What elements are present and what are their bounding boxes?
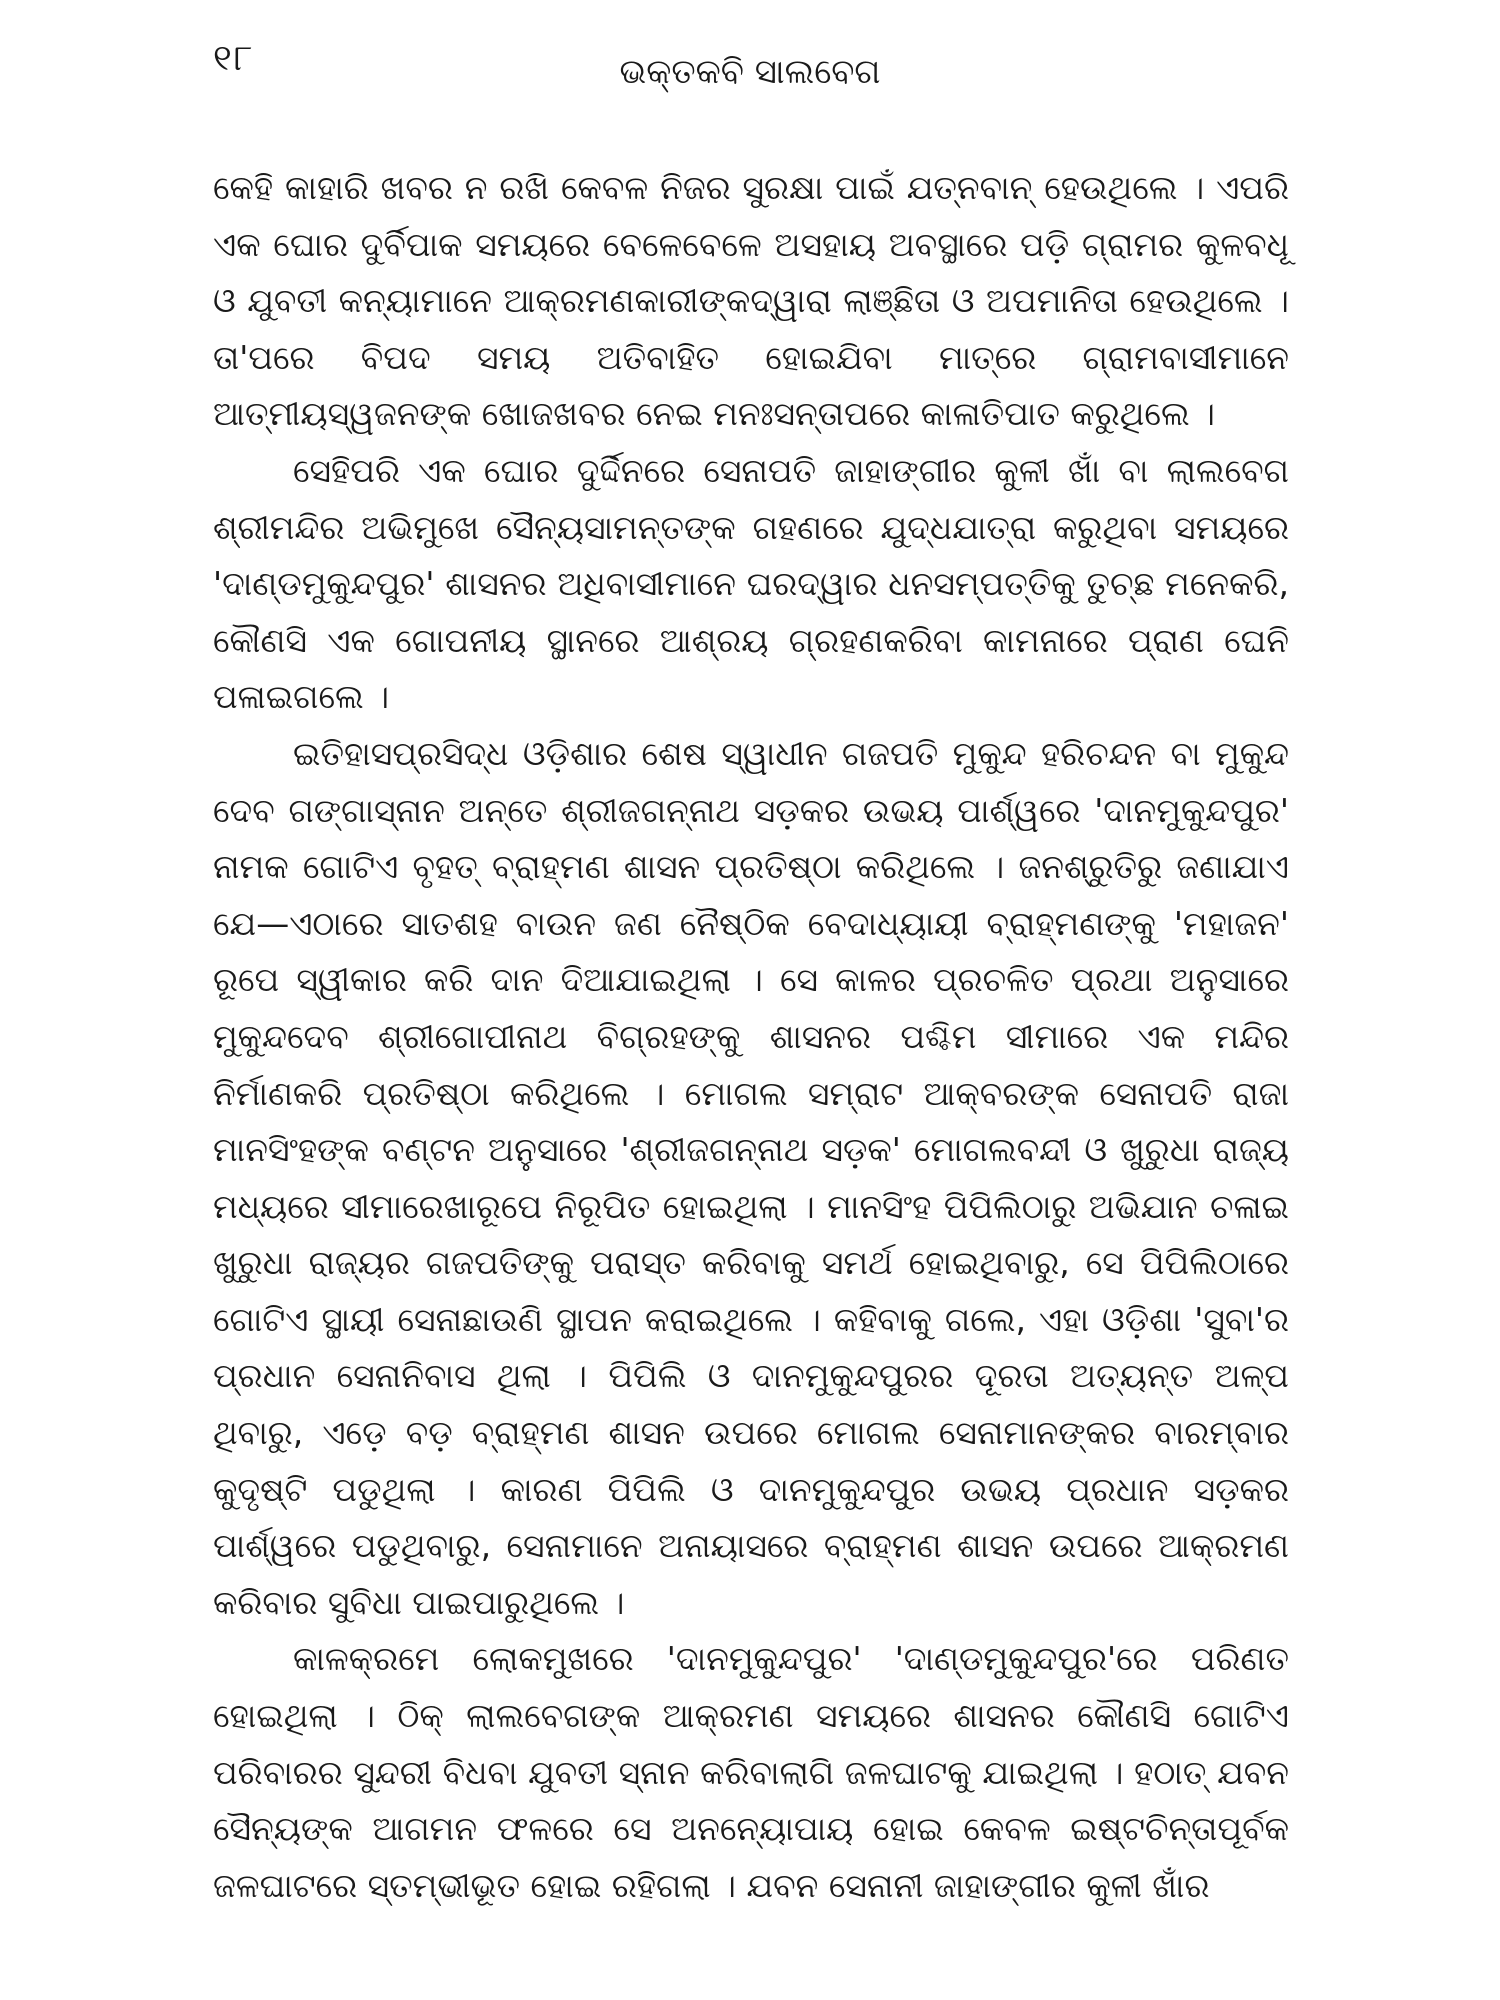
paragraph-1: କେହି କାହାରି ଖବର ନ ରଖି କେବଳ ନିଜର ସୁରକ୍ଷା ପାଇଁ ଯତ୍ନବାନ୍ ହେଉଥିଲେ । ଏପରି ଏକ ଘୋର ଦୁର୍ବିପାକ ସମୟରେ ବେଳେବେଳେ ଅସହାୟ ଅବସ୍ଥାରେ ପଡ଼ି ଗ୍ରାମର କୁଳବଧୂ ଓ ଯୁବତୀ କନ୍ୟାମାନେ ଆକ୍ରମଣକାରୀଙ୍କଦ୍ୱାରା ଲାଞ୍ଛିତା ଓ ଅପମାନିତା ହେଉଥିଲେ । ତା'ପରେ ବିପଦ ସମୟ ଅତିବାହିତ ହୋଇଯିବା ମାତ୍ରେ ଗ୍ରାମବାସୀମାନେ ଆତ୍ମୀୟସ୍ୱଜନଙ୍କ ଖୋଜଖବର ନେଇ ମନଃସନ୍ତାପରେ କାଳାତିପାତ କରୁଥିଲେ । [213, 168, 1289, 434]
paragraph-2: ସେହିପରି ଏକ ଘୋର ଦୁର୍ଦ୍ଦିନରେ ସେନାପତି ଜାହାଙ୍ଗୀର କୁଳୀ ଖାଁ ବା ଲାଲବେଗ ଶ୍ରୀମନ୍ଦିର ଅଭିମୁଖେ ସୈନ୍ୟସାମନ୍ତଙ୍କ ଗହଣରେ ଯୁଦ୍ଧଯାତ୍ରା କରୁଥିବା ସମୟରେ 'ଦାଣ୍ଡମୁକୁନ୍ଦପୁର' ଶାସନର ଅଧିବାସୀମାନେ ଘରଦ୍ୱାର ଧନସମ୍ପତ୍ତିକୁ ତୁଚ୍ଛ ମନେକରି, କୌଣସି ଏକ ଗୋପନୀୟ ସ୍ଥାନରେ ଆଶ୍ରୟ ଗ୍ରହଣକରିବା କାମନାରେ ପ୍ରାଣ ଘେନି ପଳାଇଗଲେ । [213, 450, 1289, 717]
body-text [213, 160, 1289, 1914]
paragraph-4: କାଳକ୍ରମେ ଲୋକମୁଖରେ 'ଦାନମୁକୁନ୍ଦପୁର' 'ଦାଣ୍ଡମୁକୁନ୍ଦପୁର'ରେ ପରିଣତ ହୋଇଥିଲା । ଠିକ୍ ଲାଲବେଗଙ୍କ ଆକ୍ରମଣ ସମୟରେ ଶାସନର କୌଣସି ଗୋଟିଏ ପରିବାରର ସୁନ୍ଦରୀ ବିଧବା ଯୁବତୀ ସ୍ନାନ କରିବାଲାଗି ଜଳଘାଟକୁ ଯାଇଥିଲା । ହଠାତ୍ ଯବନ ସୈନ୍ୟଙ୍କ ଆଗମନ ଫଳରେ ସେ ଅନନ୍ୟୋପାୟ ହୋଇ କେବଳ ଇଷ୍ଟଚିନ୍ତାପୂର୍ବକ ଜଳଘାଟରେ ସ୍ତମ୍ଭୀଭୂତ ହୋଇ ରହିଗଲା । ଯବନ ସେନାନୀ ଜାହାଙ୍ଗୀର କୁଳୀ ଖାଁର [213, 1639, 1289, 1905]
page-number: ୧୮ [213, 38, 255, 79]
running-title: ଭକ୍ତକବି ସାଲବେଗ [619, 52, 881, 92]
paragraph-3: ଇତିହାସପ୍ରସିଦ୍ଧ ଓଡ଼ିଶାର ଶେଷ ସ୍ୱାଧୀନ ଗଜପତି ମୁକୁନ୍ଦ ହରିଚନ୍ଦନ ବା ମୁକୁନ୍ଦ ଦେବ ଗଙ୍ଗାସ୍ନାନ ଅନ୍ତେ ଶ୍ରୀଜଗନ୍ନାଥ ସଡ଼କର ଉଭୟ ପାର୍ଶ୍ୱରେ 'ଦାନମୁକୁନ୍ଦପୁର' ନାମକ ଗୋଟିଏ ବୃହତ୍ ବ୍ରାହ୍ମଣ ଶାସନ ପ୍ରତିଷ୍ଠା କରିଥିଲେ । ଜନଶ୍ରୁତିରୁ ଜଣାଯାଏ ଯେ—ଏଠାରେ ସାତଶହ ବାଉନ ଜଣ ନୈଷ୍ଠିକ ବେଦାଧ୍ୟାୟୀ ବ୍ରାହ୍ମଣଙ୍କୁ 'ମହାଜନ' ରୂପେ ସ୍ୱୀକାର କରି ଦାନ ଦିଆଯାଇଥିଲା । ସେ କାଳର ପ୍ରଚଳିତ ପ୍ରଥା ଅନୁସାରେ ମୁକୁନ୍ଦଦେବ ଶ୍ରୀଗୋପୀନାଥ ବିଗ୍ରହଙ୍କୁ ଶାସନର ପଶ୍ଚିମ ସୀମାରେ ଏକ ମନ୍ଦିର ନିର୍ମାଣକରି ପ୍ରତିଷ୍ଠା କରିଥିଲେ । ମୋଗଲ ସମ୍ରାଟ ଆକ୍ବରଙ୍କ ସେନାପତି ରାଜା ମାନସିଂହଙ୍କ ବଣ୍ଟନ ଅନୁସାରେ 'ଶ୍ରୀଜଗନ୍ନାଥ ସଡ଼କ' ମୋଗଲବନ୍ଦୀ ଓ ଖୁରୁଧା ରାଜ୍ୟ ମଧ୍ୟରେ ସୀମାରେଖାରୂପେ ନିରୂପିତ ହୋଇଥିଲା । ମାନସିଂହ ପିପିଲିଠାରୁ ଅଭିଯାନ ଚଳାଇ ଖୁରୁଧା ରାଜ୍ୟର ଗଜପତିଙ୍କୁ ପରାସ୍ତ କରିବାକୁ ସମର୍ଥ ହୋଇଥିବାରୁ, ସେ ପିପିଲିଠାରେ ଗୋଟିଏ ସ୍ଥାୟୀ ସେନାଛାଉଣି ସ୍ଥାପନ କରାଇଥିଲେ । କହିବାକୁ ଗଲେ, ଏହା ଓଡ଼ିଶା 'ସୁବା'ର ପ୍ରଧାନ ସେନାନିବାସ ଥିଲା । ପିପିଲି ଓ ଦାନମୁକୁନ୍ଦପୁରର ଦୂରତା ଅତ୍ୟନ୍ତ ଅଳ୍ପ ଥିବାରୁ, ଏଡ଼େ ବଡ଼ ବ୍ରାହ୍ମଣ ଶାସନ ଉପରେ ମୋଗଲ ସେନାମାନଙ୍କର ବାରମ୍ବାର କୁଦୃଷ୍ଟି ପଡୁଥିଲା । କାରଣ ପିପିଲି ଓ ଦାନମୁକୁନ୍ଦପୁର ଉଭୟ ପ୍ରଧାନ ସଡ଼କର ପାର୍ଶ୍ୱରେ ପଡୁଥିବାରୁ, ସେନାମାନେ ଅନାୟାସରେ ବ୍ରାହ୍ମଣ ଶାସନ ଉପରେ ଆକ୍ରମଣ କରିବାର ସୁବିଧା ପାଇପାରୁଥିଲେ । [213, 733, 1289, 1622]
